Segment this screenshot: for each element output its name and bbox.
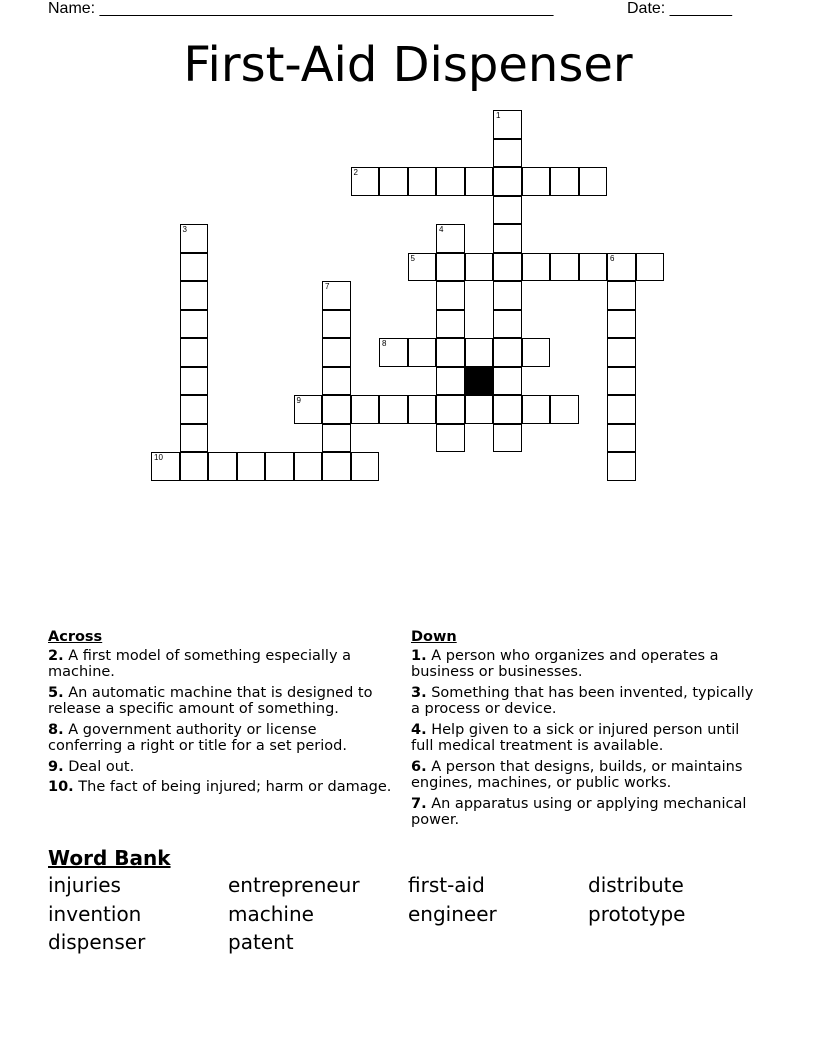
crossword-cell[interactable] — [493, 281, 522, 310]
clue-number: 8 — [382, 339, 387, 348]
crossword-cell[interactable] — [436, 281, 465, 310]
crossword-cell[interactable] — [607, 310, 636, 339]
crossword-cell[interactable] — [522, 395, 551, 424]
across-clue: 5. An automatic machine that is designed to release a specific amount of something. — [48, 684, 373, 717]
crossword-cell[interactable] — [579, 253, 608, 282]
crossword-cell[interactable] — [322, 338, 351, 367]
crossword-cell[interactable] — [379, 395, 408, 424]
crossword-cell[interactable] — [436, 253, 465, 282]
word-bank-word: distribute — [588, 873, 684, 897]
down-clue: 6. A person that designs, builds, or maintains engines, machines, or public works. — [411, 758, 743, 791]
crossword-cell[interactable] — [180, 367, 209, 396]
crossword-cell[interactable] — [436, 310, 465, 339]
crossword-cell[interactable] — [493, 310, 522, 339]
crossword-cell[interactable] — [180, 253, 209, 282]
word-bank-word: dispenser — [48, 930, 146, 954]
word-bank-word: patent — [228, 930, 294, 954]
crossword-cell[interactable] — [379, 167, 408, 196]
down-clue: 3. Something that has been invented, typically a process or device. — [411, 684, 754, 717]
crossword-cell[interactable] — [607, 367, 636, 396]
crossword-cell[interactable] — [180, 281, 209, 310]
name-field[interactable]: Name: ___________________________________________________ — [48, 0, 554, 17]
across-clues — [48, 629, 393, 800]
header — [48, 0, 768, 20]
crossword-cell[interactable] — [294, 452, 323, 481]
crossword-cell[interactable] — [208, 452, 237, 481]
clue-number: 6 — [610, 253, 615, 263]
page-title: First-Aid Dispenser — [183, 37, 633, 93]
word-bank — [48, 845, 768, 956]
crossword-cell[interactable] — [180, 424, 209, 453]
crossword-cell[interactable] — [493, 139, 522, 168]
word-bank-word: first-aid — [408, 873, 485, 897]
crossword-cell[interactable] — [180, 310, 209, 339]
crossword-cell[interactable] — [408, 395, 437, 424]
crossword-cell[interactable] — [379, 338, 408, 367]
crossword-cell[interactable] — [294, 395, 323, 424]
crossword-cell[interactable] — [493, 395, 522, 424]
crossword-cell[interactable] — [493, 338, 522, 367]
crossword-cell[interactable] — [408, 253, 437, 282]
crossword-cell[interactable] — [522, 167, 551, 196]
crossword-cell[interactable] — [351, 452, 380, 481]
crossword-cell[interactable] — [493, 367, 522, 396]
crossword-cell[interactable] — [607, 281, 636, 310]
across-clue: 9. Deal out. — [48, 758, 135, 775]
crossword-cell[interactable] — [436, 395, 465, 424]
crossword-cell[interactable] — [607, 424, 636, 453]
crossword-cell[interactable] — [322, 367, 351, 396]
crossword-cell[interactable] — [550, 253, 579, 282]
crossword-cell[interactable] — [493, 424, 522, 453]
crossword-cell[interactable] — [493, 253, 522, 282]
down-clue: 1. A person who organizes and operates a business or businesses. — [411, 647, 719, 680]
crossword-cell[interactable] — [465, 167, 494, 196]
crossword-cell[interactable] — [408, 338, 437, 367]
crossword-cell[interactable] — [522, 253, 551, 282]
clue-number: 4 — [439, 225, 444, 234]
clue-number: 1 — [496, 111, 501, 120]
crossword-cell[interactable] — [436, 424, 465, 453]
crossword-cell[interactable] — [493, 196, 522, 225]
crossword-cell[interactable] — [322, 395, 351, 424]
crossword-cell[interactable] — [351, 395, 380, 424]
crossword-cell[interactable] — [322, 310, 351, 339]
black-square — [465, 367, 494, 396]
crossword-cell[interactable] — [522, 338, 551, 367]
crossword-cell[interactable] — [322, 424, 351, 453]
crossword-cell[interactable] — [493, 167, 522, 196]
crossword-cell[interactable] — [436, 224, 465, 253]
word-bank-word: invention — [48, 901, 142, 926]
crossword-cell[interactable] — [180, 338, 209, 367]
crossword-cell[interactable] — [636, 253, 665, 282]
across-heading: Across — [48, 629, 103, 645]
crossword-cell[interactable] — [550, 395, 579, 424]
word-bank-title: Word Bank — [48, 846, 171, 870]
crossword-cell[interactable] — [465, 253, 494, 282]
across-clue: 2. A first model of something especially a machine. — [48, 647, 352, 680]
crossword-cell[interactable] — [180, 395, 209, 424]
clue-number: 10 — [154, 453, 163, 462]
word-bank-word: machine — [228, 901, 314, 926]
across-clue: 8. A government authority or license conferring a right or title for a set period. — [48, 721, 347, 754]
word-bank-word: prototype — [588, 901, 686, 926]
crossword-cell[interactable] — [180, 224, 209, 253]
crossword-cell[interactable] — [436, 167, 465, 196]
clue-number: 9 — [296, 396, 301, 405]
down-heading: Down — [411, 629, 457, 645]
crossword-cell[interactable] — [351, 167, 380, 196]
crossword-cell[interactable] — [436, 338, 465, 367]
crossword-cell[interactable] — [265, 452, 294, 481]
crossword-cell[interactable] — [493, 110, 522, 139]
clue-number: 5 — [410, 253, 415, 263]
crossword-cell[interactable] — [465, 338, 494, 367]
crossword-cell[interactable] — [579, 167, 608, 196]
crossword-cell[interactable] — [607, 338, 636, 367]
word-bank-word: injuries — [48, 873, 121, 897]
down-clues — [411, 629, 766, 833]
crossword-cell[interactable] — [237, 452, 266, 481]
crossword-cell[interactable] — [151, 452, 180, 481]
across-clue: 10. The fact of being injured; harm or damage. — [48, 779, 392, 795]
crossword-cell[interactable] — [322, 452, 351, 481]
down-clue: 7. An apparatus using or applying mechanical power. — [411, 795, 747, 828]
crossword-cell[interactable] — [493, 224, 522, 253]
word-bank-word: engineer — [408, 901, 497, 926]
crossword-cell[interactable] — [607, 395, 636, 424]
crossword-cell[interactable] — [550, 167, 579, 196]
clue-number: 3 — [182, 225, 187, 234]
word-bank-word: entrepreneur — [228, 873, 360, 897]
date-field[interactable]: Date: _______ — [627, 0, 732, 17]
crossword-cell[interactable] — [322, 281, 351, 310]
crossword-cell[interactable] — [408, 167, 437, 196]
clue-number: 7 — [325, 282, 330, 291]
word-bank-list — [48, 873, 768, 956]
crossword-cell[interactable] — [436, 367, 465, 396]
crossword-cell[interactable] — [607, 253, 636, 282]
clue-number: 2 — [353, 168, 358, 177]
crossword-cell[interactable] — [607, 452, 636, 481]
down-clue: 4. Help given to a sick or injured person until full medical treatment is available. — [411, 721, 740, 754]
crossword-cell[interactable] — [180, 452, 209, 481]
crossword-cell[interactable] — [465, 395, 494, 424]
